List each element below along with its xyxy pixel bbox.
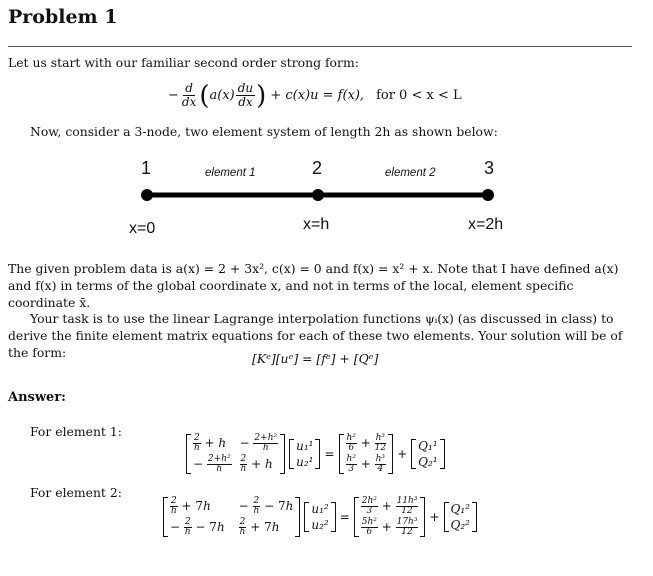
coord-label-h: x=h bbox=[303, 216, 330, 233]
f2-1: $\frac{\text{2h²}}{3}$ + $\frac{\text{11h³}}{12}$ bbox=[361, 496, 418, 516]
f1-1: $\frac{\text{h²}}{6}$ + $\frac{\text{h³}}{12}$ bbox=[346, 433, 387, 453]
k2-11: $\frac{2}{h}$ + 7h bbox=[170, 496, 211, 516]
element1-stiffness-matrix bbox=[186, 434, 285, 474]
element1-equation: $\frac{2}{h}$ + h − $\frac{\text{2+h²}}{h}$ − $\frac{\text{2+h²}}{h}$ $\frac{2}{h}$ + h u₁¹ u₂¹ = $\frac{\text{h²}}{6}$ + $\frac{\text{h³}}{12}$ $\frac{\text{h²}}{3}$ + $\frac{\text{h³}}{4}$ + Q₁¹ Q₂¹ bbox=[186, 434, 445, 474]
coord-label-2h: x=2h bbox=[468, 216, 504, 233]
eq-domain: for 0 < x < L bbox=[376, 88, 462, 103]
k2-12: − $\frac{2}{h}$ − 7h bbox=[238, 496, 294, 516]
node-label-1: 1 bbox=[141, 158, 152, 178]
element1-label: For element 1: bbox=[30, 424, 122, 439]
f2-2: $\frac{\text{5h²}}{6}$ + $\frac{\text{17h³}}{12}$ bbox=[361, 517, 418, 537]
node-label-2: 2 bbox=[312, 158, 323, 178]
task-text: Your task is to use the linear Lagrange interpolation functions ψᵢ(x) (as discussed in class) to derive the finite element matrix equations for each of these two elements. Your solution will be of the form: bbox=[8, 311, 623, 360]
element2-q-vector: Q₁² Q₂² bbox=[444, 502, 477, 532]
k1-12: − $\frac{\text{2+h²}}{h}$ bbox=[239, 433, 278, 453]
element2-label: For element 2: bbox=[30, 485, 122, 500]
node-label-3: 3 bbox=[484, 158, 495, 178]
title-divider bbox=[8, 46, 632, 47]
k1-21: − $\frac{\text{2+h²}}{h}$ bbox=[193, 454, 231, 474]
node-1-dot bbox=[141, 189, 153, 201]
element2-u-vector: u₁² u₂² bbox=[304, 502, 335, 532]
element2-stiffness-matrix bbox=[163, 497, 300, 537]
element-label-1: element 1 bbox=[205, 167, 256, 179]
k1-11: $\frac{2}{h}$ + h bbox=[193, 433, 227, 453]
eq-minus: − bbox=[168, 88, 179, 103]
eq-rest: + c(x)u = f(x), bbox=[270, 88, 365, 103]
element2-equation: $\frac{2}{h}$ + 7h − $\frac{2}{h}$ − 7h − $\frac{2}{h}$ − 7h $\frac{2}{h}$ + 7h u₁² u₂² = $\frac{\text{2h²}}{3}$ + $\frac{\text{11h³}}{12}$ $\frac{\text{5h²}}{6}$ + $\frac{\text{17h³}}{12}$ + Q₁² Q₂² bbox=[163, 497, 477, 537]
fe-form-equation: [Kᵉ][uᵉ] = [fᵉ] + [Qᵉ] bbox=[252, 351, 379, 366]
element2-f-vector bbox=[354, 497, 426, 537]
strong-form-equation: − $\frac{d}{dx}$ ( a(x) $\frac{du}{dx}$ ) + c(x)u = f(x), for 0 < x < L bbox=[168, 80, 462, 111]
system-text: Now, consider a 3-node, two element system of length 2h as shown below: bbox=[30, 124, 498, 139]
f1-2: $\frac{\text{h²}}{3}$ + $\frac{\text{h³}}{4}$ bbox=[346, 454, 386, 474]
eq-d-dx: $\frac{d}{dx}$ bbox=[181, 81, 197, 109]
k2-22: $\frac{2}{h}$ + 7h bbox=[239, 517, 280, 537]
problem-title: Problem 1 bbox=[8, 6, 118, 28]
given-data-text: The given problem data is a(x) = 2 + 3x², c(x) = 0 and f(x) = x² + x. Note that I have defined a(x) and f(x) in terms of the global coordinate x, and not in terms of the local, element specific coordinate x̄. bbox=[8, 261, 619, 310]
coord-label-0: x=0 bbox=[129, 220, 156, 237]
k2-21: − $\frac{2}{h}$ − 7h bbox=[170, 517, 225, 537]
node-3-dot bbox=[482, 189, 494, 201]
element1-u-vector: u₁¹ u₂¹ bbox=[289, 439, 320, 469]
answer-label: Answer: bbox=[8, 390, 66, 405]
intro-text: Let us start with our familiar second order strong form: bbox=[8, 55, 359, 70]
eq-a-x: a(x) bbox=[209, 88, 235, 103]
eq-du-dx: $\frac{du}{dx}$ bbox=[237, 81, 254, 109]
node-2-dot bbox=[312, 189, 324, 201]
element-label-2: element 2 bbox=[385, 167, 436, 179]
k1-22: $\frac{2}{h}$ + h bbox=[240, 454, 273, 474]
element1-q-vector: Q₁¹ Q₂¹ bbox=[411, 439, 444, 469]
element1-f-vector bbox=[339, 434, 394, 474]
